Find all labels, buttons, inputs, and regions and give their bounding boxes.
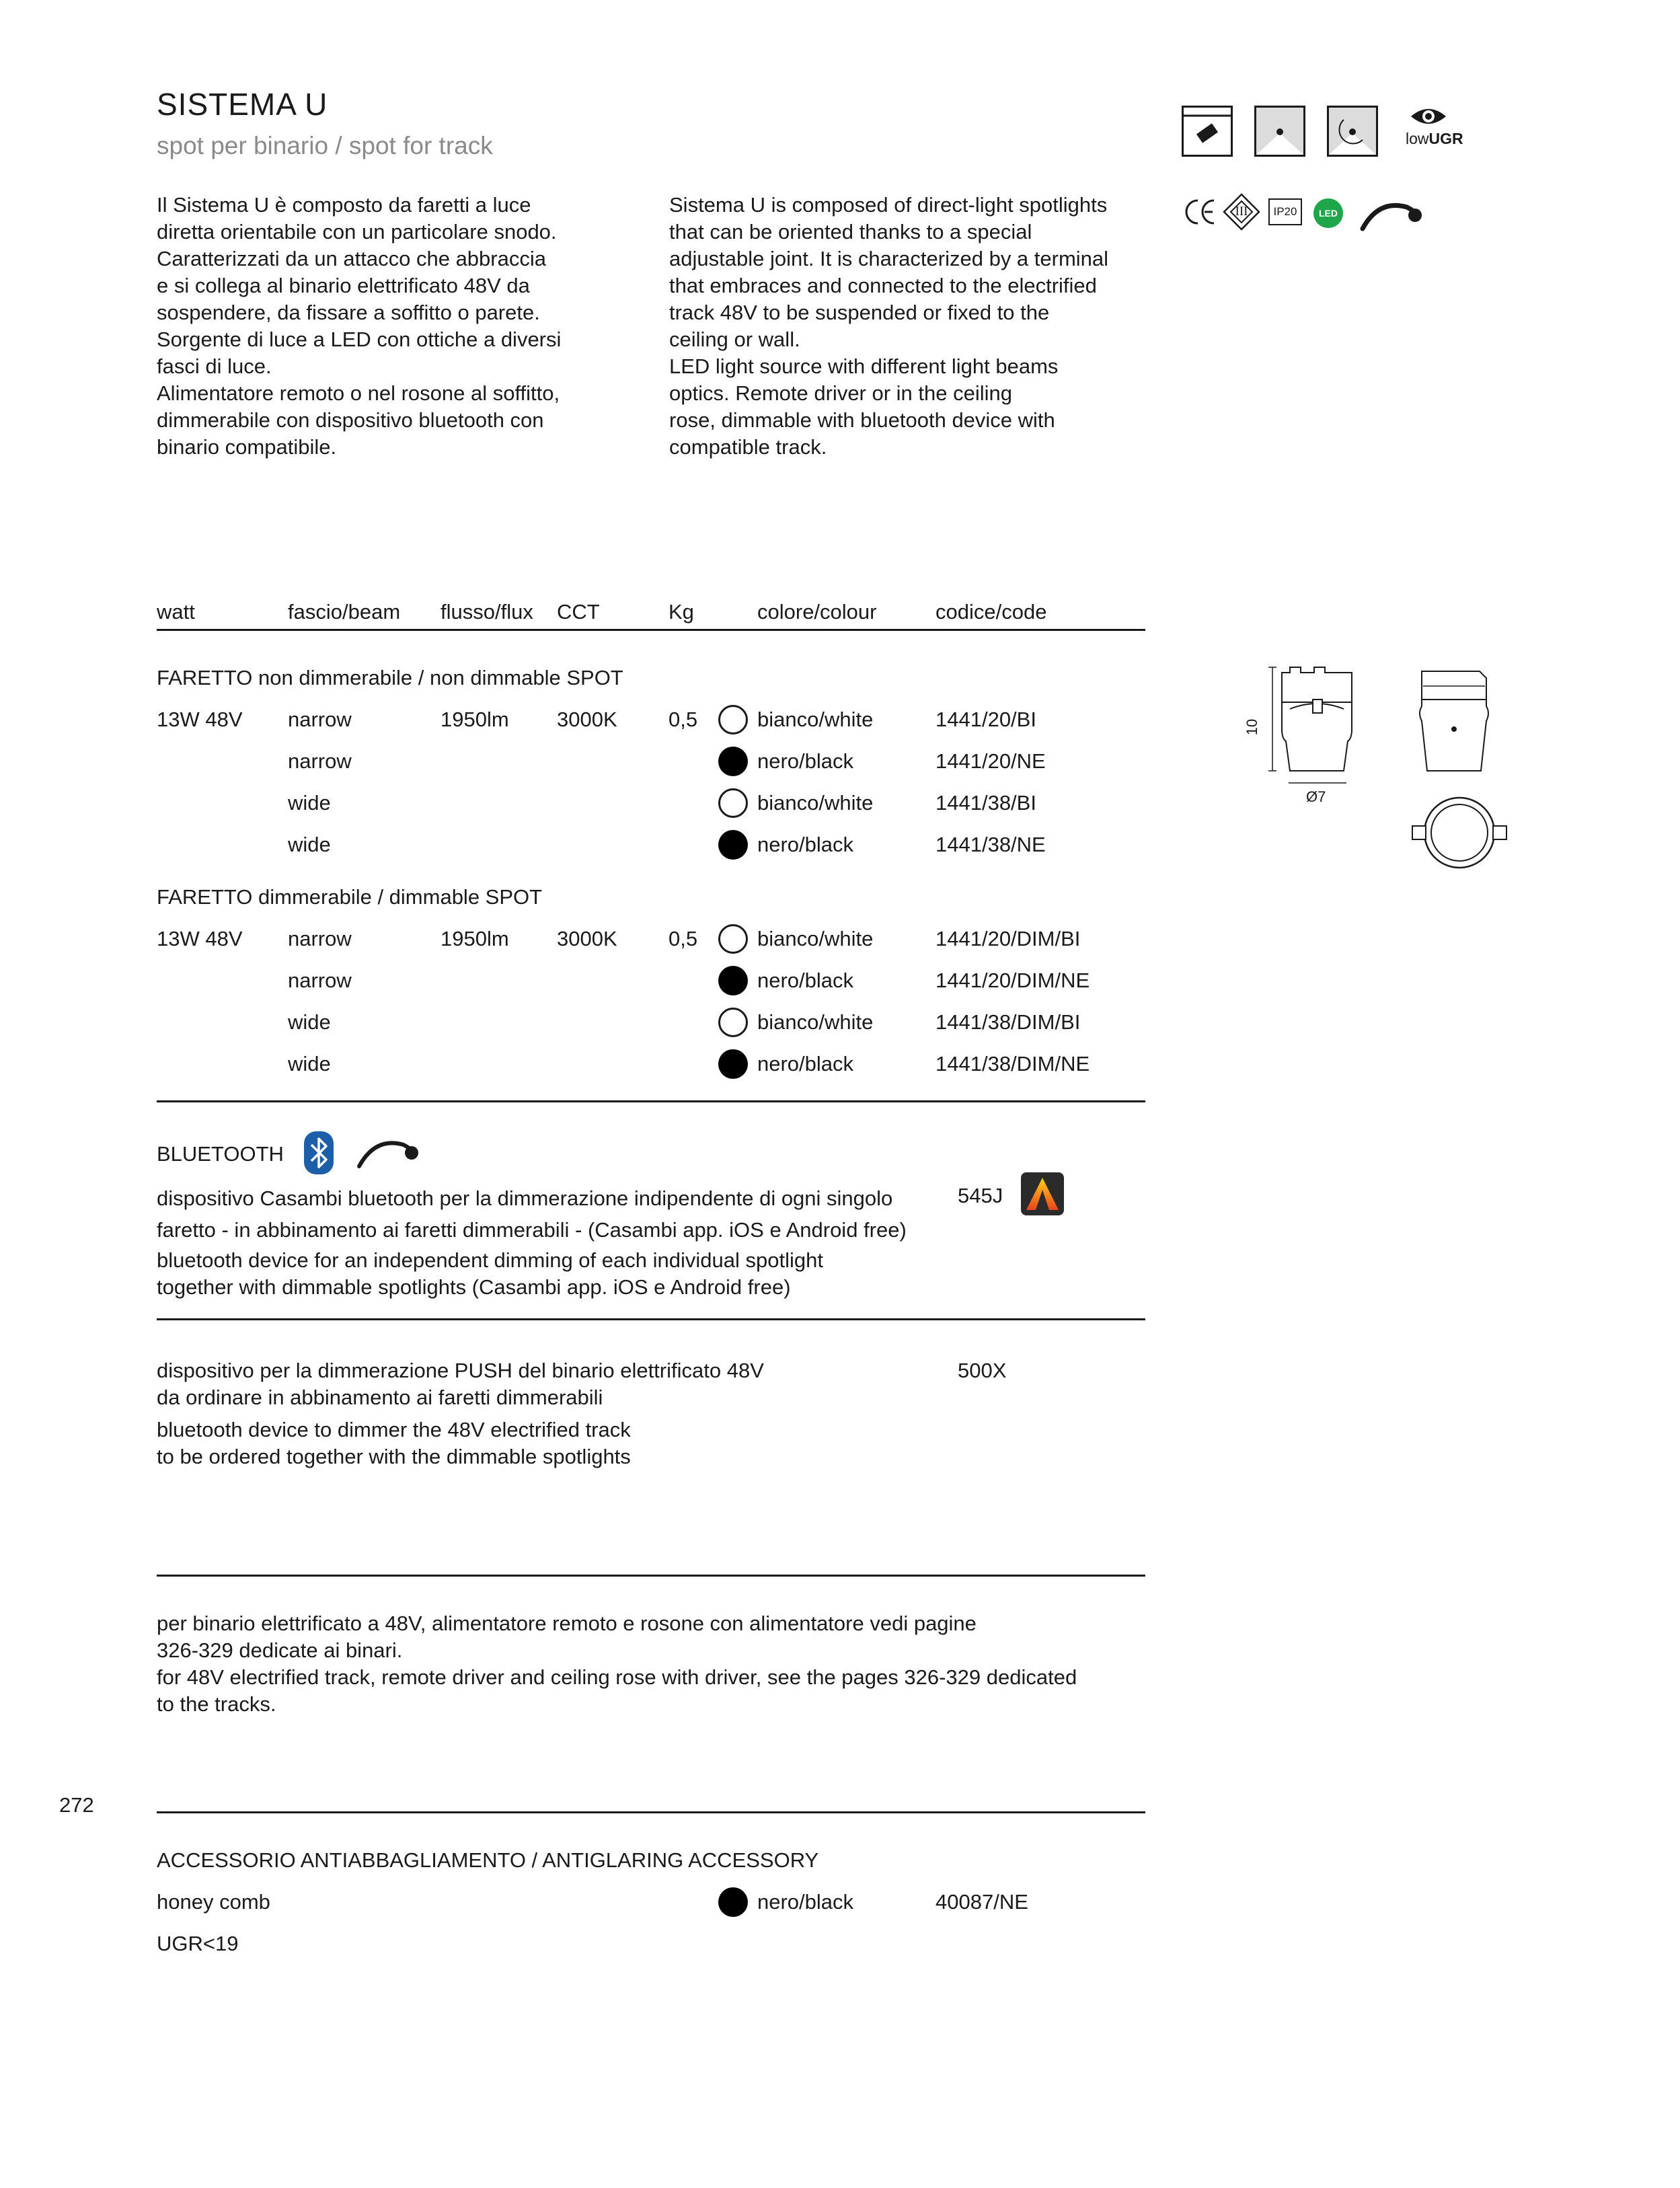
accessory-name: honey comb bbox=[157, 1890, 270, 1914]
table-row bbox=[0, 926, 1145, 952]
row-watt: 13W 48V bbox=[157, 708, 243, 731]
row-kg: 0,5 bbox=[669, 708, 698, 731]
colour-swatch-black bbox=[718, 747, 748, 776]
table-row bbox=[0, 831, 1145, 858]
class-iii-label: III bbox=[1235, 204, 1248, 219]
accessory-code: 40087/NE bbox=[936, 1890, 1028, 1914]
bluetooth-title: BLUETOOTH bbox=[157, 1142, 284, 1166]
row-code: 1441/38/BI bbox=[936, 791, 1036, 815]
row-colour: nero/black bbox=[757, 833, 854, 856]
colour-swatch-white bbox=[718, 924, 748, 954]
row-beam: wide bbox=[288, 791, 331, 815]
row-code: 1441/20/DIM/BI bbox=[936, 927, 1081, 950]
row-flux: 1950lm bbox=[441, 708, 509, 731]
column-header-beam: fascio/beam bbox=[288, 600, 401, 624]
colour-swatch-black bbox=[718, 1049, 748, 1079]
dimmable-arc-icon bbox=[1359, 194, 1426, 234]
accessory-divider bbox=[157, 1811, 1145, 1813]
led-badge: LED bbox=[1313, 198, 1343, 228]
row-cct: 3000K bbox=[557, 927, 617, 950]
table-row bbox=[0, 1051, 1145, 1078]
push-description-italian: dispositivo per la dimmerazione PUSH del binario elettrificato 48V da ordinare in abbinamento ai faretti dimmerabili bbox=[157, 1359, 764, 1409]
accessory-colour: nero/black bbox=[757, 1890, 854, 1914]
header-divider bbox=[157, 629, 1145, 631]
page-subtitle: spot per binario / spot for track bbox=[157, 132, 493, 159]
table-row bbox=[0, 748, 1145, 775]
colour-swatch-black bbox=[718, 830, 748, 860]
row-beam: wide bbox=[288, 1052, 331, 1076]
low-ugr-prefix: low bbox=[1406, 130, 1429, 147]
colour-swatch-black bbox=[718, 966, 748, 995]
row-code: 1441/38/DIM/BI bbox=[936, 1010, 1081, 1034]
ceiling-mount-icon bbox=[1182, 106, 1233, 157]
row-colour: bianco/white bbox=[757, 708, 874, 731]
technical-drawing bbox=[1231, 659, 1513, 888]
dimmable-arc-icon bbox=[355, 1131, 422, 1172]
table-row bbox=[0, 706, 1145, 733]
diameter-dimension-label: Ø7 bbox=[1306, 788, 1326, 805]
casambi-app-icon bbox=[1021, 1172, 1064, 1215]
accessory-title: ACCESSORIO ANTIABBAGLIAMENTO / ANTIGLARING ACCESSORY bbox=[157, 1848, 819, 1872]
intro-english: Sistema U is composed of direct-light spotlights that can be oriented thanks to a special adjustable joint. It is characterized by a terminal that embraces and connected to the electrified track 48V to be suspended or fixed to the ceiling or wall. LED light source with different light beams optics. Remote driver or in the ceiling rose, dimmable with bluetooth device with compatible track. bbox=[669, 193, 1109, 459]
row-flux: 1950lm bbox=[441, 927, 509, 950]
table-row bbox=[0, 967, 1145, 994]
push-description-english: bluetooth device to dimmer the 48V electrified track to be ordered together with the dimmable spotlights bbox=[157, 1418, 631, 1468]
page-number: 272 bbox=[59, 1793, 94, 1817]
row-beam: narrow bbox=[288, 749, 352, 773]
row-beam: wide bbox=[288, 1010, 331, 1034]
row-code: 1441/38/NE bbox=[936, 833, 1046, 856]
row-watt: 13W 48V bbox=[157, 927, 243, 950]
table-end-divider bbox=[157, 1100, 1145, 1102]
bluetooth-code: 545J bbox=[958, 1184, 1003, 1207]
bluetooth-description-italian: dispositivo Casambi bluetooth per la dimmerazione indipendente di ogni singolo faretto - in abbinamento ai faretti dimmerabili - (Casambi app. iOS e Android free) bbox=[157, 1186, 907, 1242]
adjustable-beam-icon bbox=[1327, 106, 1378, 157]
row-colour: nero/black bbox=[757, 749, 854, 773]
row-code: 1441/20/BI bbox=[936, 708, 1036, 731]
row-colour: bianco/white bbox=[757, 791, 874, 815]
table-row bbox=[0, 790, 1145, 817]
page-title: SISTEMA U bbox=[157, 87, 328, 122]
row-cct: 3000K bbox=[557, 708, 617, 731]
colour-swatch-white bbox=[718, 705, 748, 734]
row-code: 1441/20/NE bbox=[936, 749, 1046, 773]
column-header-colour: colore/colour bbox=[757, 600, 877, 624]
bluetooth-divider bbox=[157, 1318, 1145, 1320]
accessory-ugr: UGR<19 bbox=[157, 1932, 239, 1955]
spot-beam-icon bbox=[1254, 106, 1305, 157]
intro-italian: Il Sistema U è composto da faretti a luce diretta orientabile con un particolare snodo. Caratterizzati da un attacco che abbraccia e si collega al binario elettrificato 48V da sospendere, da fissare a soffitto o parete. Sorgente di luce a LED con ottiche a diversi fasci di luce. Alimentatore remoto o nel rosone al soffitto, dimmerabile con dispositivo bluetooth con binario compatibile. bbox=[157, 193, 562, 459]
bluetooth-icon bbox=[304, 1131, 334, 1174]
row-code: 1441/20/DIM/NE bbox=[936, 969, 1090, 992]
section-title-dimmable: FARETTO dimmerabile / dimmable SPOT bbox=[157, 885, 543, 909]
colour-swatch-white bbox=[718, 788, 748, 818]
ce-mark-icon bbox=[1180, 195, 1221, 229]
row-beam: narrow bbox=[288, 927, 352, 950]
column-header-cct: CCT bbox=[557, 600, 600, 624]
row-code: 1441/38/DIM/NE bbox=[936, 1052, 1090, 1076]
column-header-watt: watt bbox=[157, 600, 195, 624]
class-iii-icon bbox=[1223, 193, 1260, 231]
low-ugr-icon bbox=[1406, 104, 1473, 151]
section-title-non-dimmable: FARETTO non dimmerabile / non dimmable SPOT bbox=[157, 666, 623, 689]
row-colour: nero/black bbox=[757, 969, 854, 992]
table-row bbox=[0, 1889, 1145, 1916]
row-beam: narrow bbox=[288, 969, 352, 992]
ip20-badge: IP20 bbox=[1268, 198, 1302, 225]
row-beam: wide bbox=[288, 833, 331, 856]
column-header-kg: Kg bbox=[669, 600, 694, 624]
row-beam: narrow bbox=[288, 708, 352, 731]
colour-swatch-white bbox=[718, 1008, 748, 1037]
bluetooth-description-english: bluetooth device for an independent dimming of each individual spotlight together with dimmable spotlights (Casambi app. iOS e Android free) bbox=[157, 1248, 823, 1299]
colour-swatch-black bbox=[718, 1887, 748, 1917]
push-code: 500X bbox=[958, 1359, 1007, 1382]
row-colour: bianco/white bbox=[757, 1010, 874, 1034]
row-colour: nero/black bbox=[757, 1052, 854, 1076]
table-row bbox=[0, 1009, 1145, 1036]
push-divider bbox=[157, 1575, 1145, 1577]
column-header-code: codice/code bbox=[936, 600, 1047, 624]
height-dimension-label: 10 bbox=[1244, 718, 1261, 736]
track-note: per binario elettrificato a 48V, alimentatore remoto e rosone con alimentatore vedi pagine 326-329 dedicate ai binari. for 48V electrified track, remote driver and ceiling rose with driver, see the pages 326-329 dedicated to the tracks. bbox=[157, 1612, 1077, 1716]
column-header-flux: flusso/flux bbox=[441, 600, 533, 624]
row-kg: 0,5 bbox=[669, 927, 698, 950]
low-ugr-suffix: UGR bbox=[1428, 130, 1463, 147]
row-colour: bianco/white bbox=[757, 927, 874, 950]
